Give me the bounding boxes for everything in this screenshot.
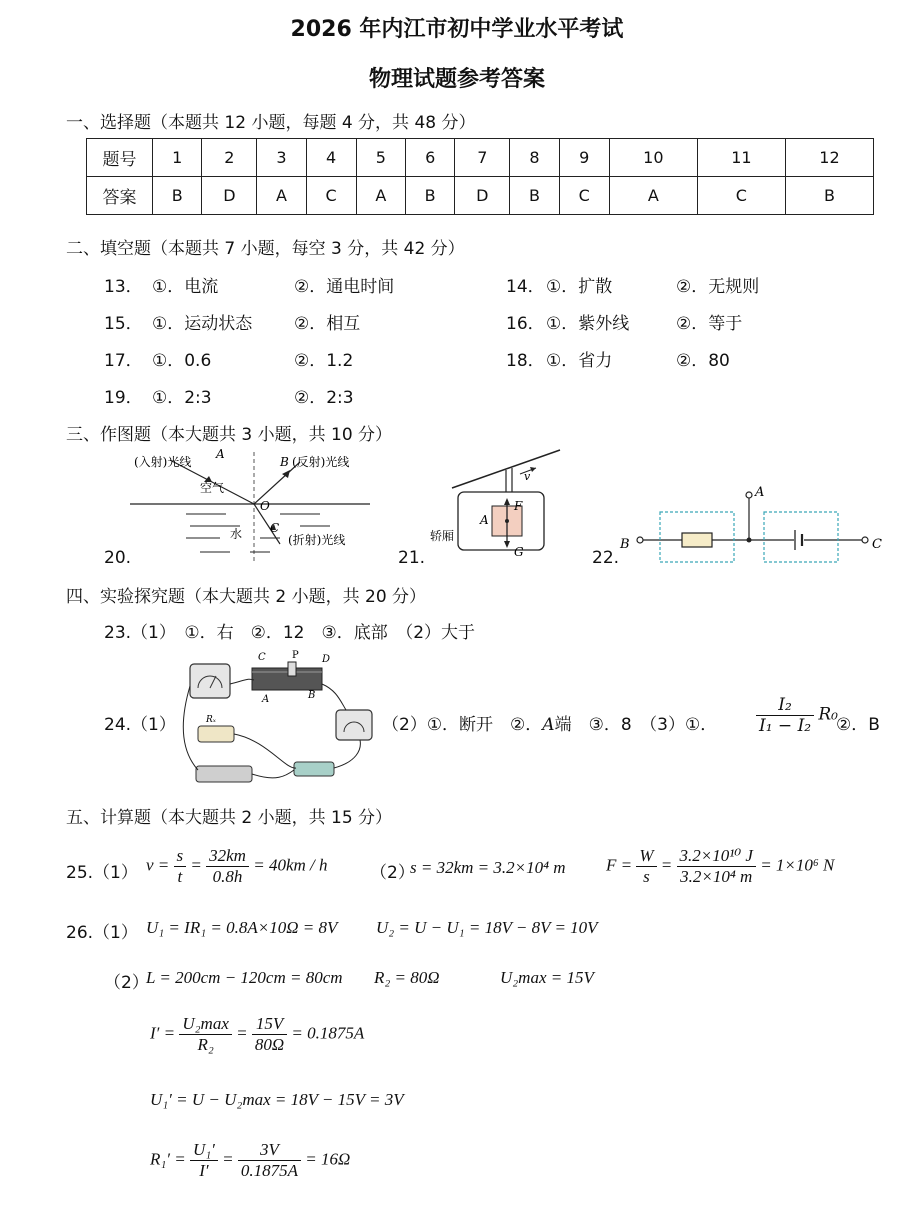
- section-heading-choice: 一、选择题（本题共 12 小题，每题 4 分，共 48 分）: [66, 113, 476, 133]
- q26-r1-lhs: R₁′ =: [150, 1149, 186, 1169]
- q26-r1-values: [238, 1140, 301, 1181]
- label-water: 水: [230, 527, 243, 541]
- section-heading-experiment: 四、实验探究题（本大题共 2 小题，共 20 分）: [66, 587, 427, 607]
- q25-frac-num: s: [174, 846, 187, 867]
- answer-cell: B: [153, 177, 202, 215]
- q24-answer-last: ②．B: [836, 715, 880, 735]
- q26-r1-fraction: [190, 1140, 218, 1181]
- q26-i-fraction: [179, 1014, 232, 1055]
- q24-fraction: [756, 695, 814, 736]
- q26-r1-result: = 16Ω: [305, 1149, 351, 1169]
- q26-u2: U₂ = U − U₁ = 18V − 8V = 10V: [376, 918, 598, 937]
- q26-i-num: U₂max: [179, 1014, 232, 1035]
- q26-r2: R₂ = 80Ω: [374, 968, 440, 987]
- q19-answer-1: ①．2:3: [152, 388, 212, 408]
- q25-work-den: 3.2×10⁴ m: [680, 867, 753, 886]
- q24-part2-text: （2）①．断开 ②．: [382, 715, 543, 735]
- q26-number: 26.（1）: [66, 923, 138, 943]
- label-slider-p: P: [292, 650, 299, 661]
- label-rheostat-a: A: [262, 694, 270, 705]
- section-heading-calculation: 五、计算题（本大题共 2 小题，共 15 分）: [66, 808, 393, 828]
- q16-answer-1: ①．紫外线: [546, 314, 630, 334]
- q25-frac-den: t: [177, 867, 183, 886]
- q14-number: 14．: [506, 277, 545, 297]
- q15-answer-2: ②．相互: [294, 314, 361, 334]
- q24-fraction-numerator: I₂: [756, 695, 814, 716]
- q24-part2: [382, 710, 717, 735]
- answer-cell: B: [405, 177, 454, 215]
- q17-answer-1: ①．0.6: [152, 351, 212, 371]
- q20-number: 20.: [104, 548, 132, 568]
- q26-u1-prime: U₁′ = U − U₂max = 18V − 15V = 3V: [150, 1090, 404, 1109]
- q26-r1-den: I′: [199, 1161, 209, 1180]
- label-rheostat-d: D: [322, 654, 331, 665]
- question-number-cell: 9: [559, 139, 609, 177]
- section-heading-drawing: 三、作图题（本大题共 3 小题，共 10 分）: [66, 425, 393, 445]
- label-point-a: A: [216, 448, 225, 461]
- q13-answer-1: ①．电流: [152, 277, 219, 297]
- q16-number: 16．: [506, 314, 545, 334]
- q24-r0: R₀: [818, 704, 838, 725]
- q25-values-fraction: [206, 846, 249, 887]
- q17-number: 17．: [104, 351, 143, 371]
- label-velocity: v: [524, 470, 531, 483]
- q25-velocity-formula: v = $\frac{s}{t}$ = $\frac{32km}{0.8h}$ = 40km / h: [146, 846, 328, 886]
- q25-s: s: [643, 867, 650, 886]
- q15-number: 15．: [104, 314, 143, 334]
- q26-r1-den2: 0.1875A: [240, 1161, 299, 1180]
- q19-answer-2: ②．2:3: [294, 388, 354, 408]
- q25-velocity-result: = 40km / h: [253, 855, 328, 875]
- table-row: [87, 139, 874, 177]
- q25-force-result: = 1×10⁶ N: [760, 855, 835, 875]
- q14-answer-1: ①．扩散: [546, 277, 613, 297]
- q26-u2max: U₂max = 15V: [500, 968, 594, 987]
- label-refracted-ray: (折射)光线: [288, 533, 346, 547]
- answer-cell: C: [559, 177, 609, 215]
- section-heading-fill: 二、填空题（本题共 7 小题，每空 3 分，共 42 分）: [66, 239, 465, 259]
- q17-answer-2: ②．1.2: [294, 351, 354, 371]
- q26-i-lhs: I′ =: [150, 1023, 176, 1043]
- answer-cell: B: [785, 177, 873, 215]
- q25-w: W: [636, 846, 656, 867]
- q25-w-over-s: [636, 846, 656, 887]
- question-number-cell: 3: [257, 139, 306, 177]
- label-gravity-g: G: [514, 545, 524, 559]
- answer-cell: B: [510, 177, 559, 215]
- experiment-circuit-figure: [176, 650, 376, 790]
- answer-cell: D: [202, 177, 257, 215]
- q18-number: 18．: [506, 351, 545, 371]
- question-number-cell: 1: [153, 139, 202, 177]
- q24-fraction-expression: [756, 695, 838, 736]
- label-terminal-c: C: [872, 537, 882, 552]
- q26-r1-formula: R₁′ = $\frac{\text{U₁′}}{I'}$ = $\frac{3V}{0.1875A}$ = 16Ω: [150, 1140, 351, 1180]
- q25-f-lhs: F =: [606, 855, 633, 875]
- q13-answer-2: ②．通电时间: [294, 277, 395, 297]
- q26-i-result: = 0.1875A: [291, 1023, 365, 1043]
- q26-i-den: R₂: [197, 1035, 214, 1054]
- question-number-cell: 2: [202, 139, 257, 177]
- question-number-cell: 6: [405, 139, 454, 177]
- q26-i-num2: 15V: [252, 1014, 287, 1035]
- answer-cell: D: [455, 177, 510, 215]
- q13-number: 13．: [104, 277, 143, 297]
- answer-cell: A: [257, 177, 306, 215]
- q25-distance: s = 32km = 3.2×10⁴ m: [410, 858, 566, 877]
- question-number-cell: 5: [356, 139, 405, 177]
- label-point-c: C: [270, 521, 280, 535]
- q18-answer-1: ①．省力: [546, 351, 613, 371]
- q25-work-num: 3.2×10¹⁰ J: [677, 846, 756, 867]
- q25-s-over-t: [174, 846, 187, 887]
- elevator-diagram: [428, 448, 568, 560]
- refraction-diagram: [130, 448, 370, 568]
- q18-answer-2: ②．80: [676, 351, 730, 371]
- question-number-cell: 4: [306, 139, 356, 177]
- q26-length: L = 200cm − 120cm = 80cm: [146, 968, 343, 987]
- q26-r1-num: U₁′: [190, 1140, 218, 1161]
- q26-i-values: [252, 1014, 287, 1055]
- q23-answer: 23.（1） ①．右 ②．12 ③．底部 （2）大于: [104, 623, 476, 643]
- q21-number: 21.: [398, 548, 426, 568]
- q14-answer-2: ②．无规则: [676, 277, 760, 297]
- question-number-cell: 12: [785, 139, 873, 177]
- q25-work-fraction: [677, 846, 756, 887]
- answer-table: [86, 138, 874, 215]
- label-rheostat-c: C: [258, 652, 266, 663]
- q24-fraction-denominator: I₁ − I₂: [759, 716, 812, 736]
- page-subtitle: 物理试题参考答案: [368, 67, 545, 92]
- table-row-label: 题号: [87, 139, 153, 177]
- q24-terminal-a: A: [542, 715, 555, 735]
- label-terminal-a: A: [755, 485, 765, 500]
- table-row: [87, 177, 874, 215]
- q19-number: 19．: [104, 388, 143, 408]
- label-rx: Rₓ: [206, 715, 216, 725]
- label-air: 空气: [200, 481, 225, 495]
- question-number-cell: 8: [510, 139, 559, 177]
- q25-v-lhs: v =: [146, 855, 170, 875]
- q26-i-den2: 80Ω: [254, 1035, 285, 1054]
- question-number-cell: 10: [609, 139, 697, 177]
- label-point-b: B: [280, 455, 289, 469]
- q25-frac-den2: 0.8h: [212, 867, 243, 886]
- answer-cell: C: [697, 177, 785, 215]
- label-car: 轿厢: [430, 529, 455, 543]
- label-terminal-b: B: [620, 537, 630, 552]
- q25-force-formula: F = $\frac{W}{s}$ = $\frac{\text{3.2×10¹⁰ J}}{\text{3.2×10⁴ m}}$ = 1×10⁶ N: [606, 846, 835, 886]
- page-title: 2026 年内江市初中学业水平考试: [290, 17, 624, 42]
- q15-answer-1: ①．运动状态: [152, 314, 253, 334]
- label-point-o: O: [260, 499, 270, 513]
- label-incident-ray: (入射)光线: [134, 455, 192, 469]
- q24-number: 24.（1）: [104, 715, 176, 735]
- label-rheostat-b: B: [308, 690, 316, 701]
- q26-current-formula: I′ = $\frac{\text{U₂max}}{\text{R₂}}$ = $\frac{15V}{80\Omega}$ = 0.1875A: [150, 1014, 365, 1054]
- question-number-cell: 7: [455, 139, 510, 177]
- q16-answer-2: ②．等于: [676, 314, 743, 334]
- question-number-cell: 11: [697, 139, 785, 177]
- q25-frac-num2: 32km: [206, 846, 249, 867]
- table-row-label: 答案: [87, 177, 153, 215]
- q26-u1: U₁ = IR₁ = 0.8A×10Ω = 8V: [146, 918, 338, 937]
- q25-number: 25.（1）: [66, 863, 138, 883]
- label-force-f: F: [514, 499, 523, 513]
- q24-part2-suffix: 端 ③．8 （3）①．: [554, 715, 718, 735]
- q25-part2-label: （2）: [370, 863, 415, 883]
- q26-r1-num2: 3V: [238, 1140, 301, 1161]
- circuit-diagram: [618, 478, 888, 568]
- label-object-a: A: [480, 513, 489, 527]
- answer-cell: C: [306, 177, 356, 215]
- q22-number: 22.: [592, 548, 620, 568]
- q26-part2-label: （2）: [104, 973, 149, 993]
- answer-cell: A: [609, 177, 697, 215]
- answer-cell: A: [356, 177, 405, 215]
- label-reflected-ray: (反射)光线: [292, 455, 350, 469]
